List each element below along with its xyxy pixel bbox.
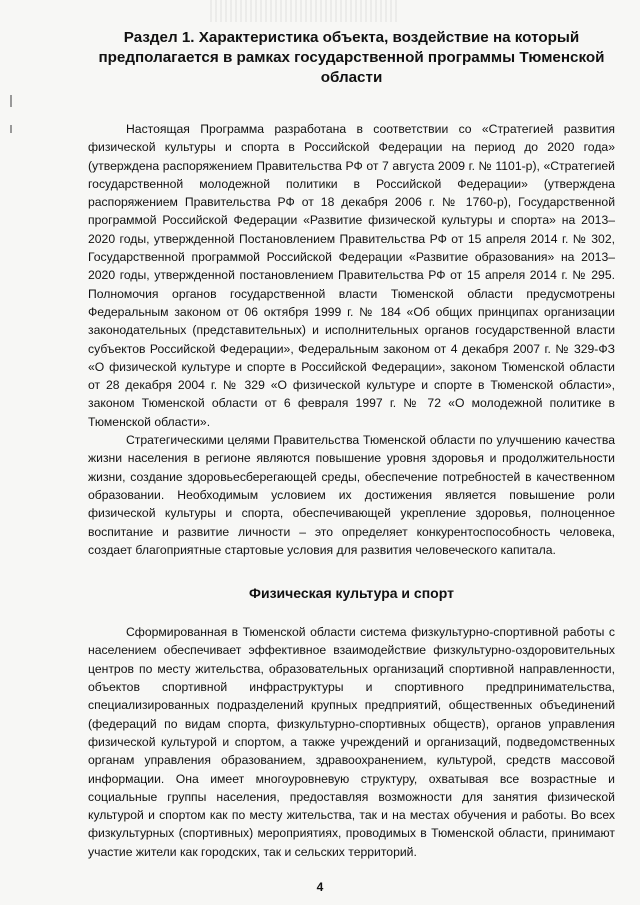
subsection-title: Физическая культура и спорт: [249, 585, 454, 602]
body-paragraph: Сформированная в Тюменской области система физкультурно-спортивной работы с населением обеспечивает эффективное взаимодействие физкультурно-оздоровительных центров по месту жительства, образовательных организаций спортивной направленности, объектов спортивной инфраструктуры и спортивного предпринимательства, специализированных подразделений крупных предприятий, общественных объединений (федераций по видам спорта, физкультурно-спортивных обществ), органов управления физической культурой и спортом, а также учреждений и организаций, подведомственных органам управления образованием, здравоохранением, культурой, средств массовой информации. Она имеет многоуровневую структуру, охватывая все возрастные и социальные группы населения, предоставляя возможности для занятия физической культурой и спортом как по месту жительства, так и на местах обучения и работы. Во всех физкультурных (спортивных) мероприятиях, проводимых в Тюменской области, принимают участие жители как городских, так и сельских территорий.: [88, 625, 615, 859]
scan-artifact: [210, 0, 400, 22]
section-title: Раздел 1. Характеристика объекта, воздействие на который предполагается в рамках государственной программы Тюменской области: [98, 29, 605, 86]
body-paragraph: Стратегическими целями Правительства Тюменской области по улучшению качества жизни населения в регионе являются повышение уровня здоровья и продолжительности жизни, создание здоровьесберегающей среды, обеспечение потребностей в качественном образовании. Необходимым условием их достижения является повышение роли физической культуры и спорта, обеспечивающей укрепление здоровья, полноценное воспитание и развитие личности – это определяет конкурентоспособность человека, создает благоприятные стартовые условия для развития человеческого капитала.: [88, 433, 615, 557]
body-paragraph: Настоящая Программа разработана в соответствии со «Стратегией развития физической культуры и спорта в Российской Федерации на период до 2020 года» (утверждена распоряжением Правительства РФ от 7 августа 2009 г. № 1101-р), «Стратегией государственной молодежной политики в Российской Федерации» (утверждена распоряжением Правительства РФ от 18 декабря 2006 г. № 1760-р), Государственной программой Российской Федерации «Развитие физической культуры и спорта» на 2013–2020 годы, утвержденной Постановлением Правительства РФ от 15 апреля 2014 г. № 302, Государственной программой Российской Федерации «Развитие образования» на 2013–2020 годы, утвержденной постановлением Правительства РФ от 15 апреля 2014 г. № 295. Полномочия органов государственной власти Тюменской области предусмотрены Федеральным законом от 06 октября 1999 г. № 184 «Об общих принципах организации законодательных (представительных) и исполнительных органов государственной власти субъектов Российской Федерации», Федеральным законом от 4 декабря 2007 г. № 329-ФЗ «О физической культуре и спорте в Российской Федерации», законом Тюменской области от 28 декабря 2004 г. № 329 «О физической культуре и спорте в Тюменской области», законом Тюменской области от 6 февраля 1997 г. № 72 «О молодежной политике в Тюменской области».: [88, 122, 615, 429]
margin-mark: [10, 125, 12, 133]
document-page: [88, 28, 615, 861]
page-number: 4: [316, 880, 324, 894]
margin-mark: [10, 95, 12, 107]
